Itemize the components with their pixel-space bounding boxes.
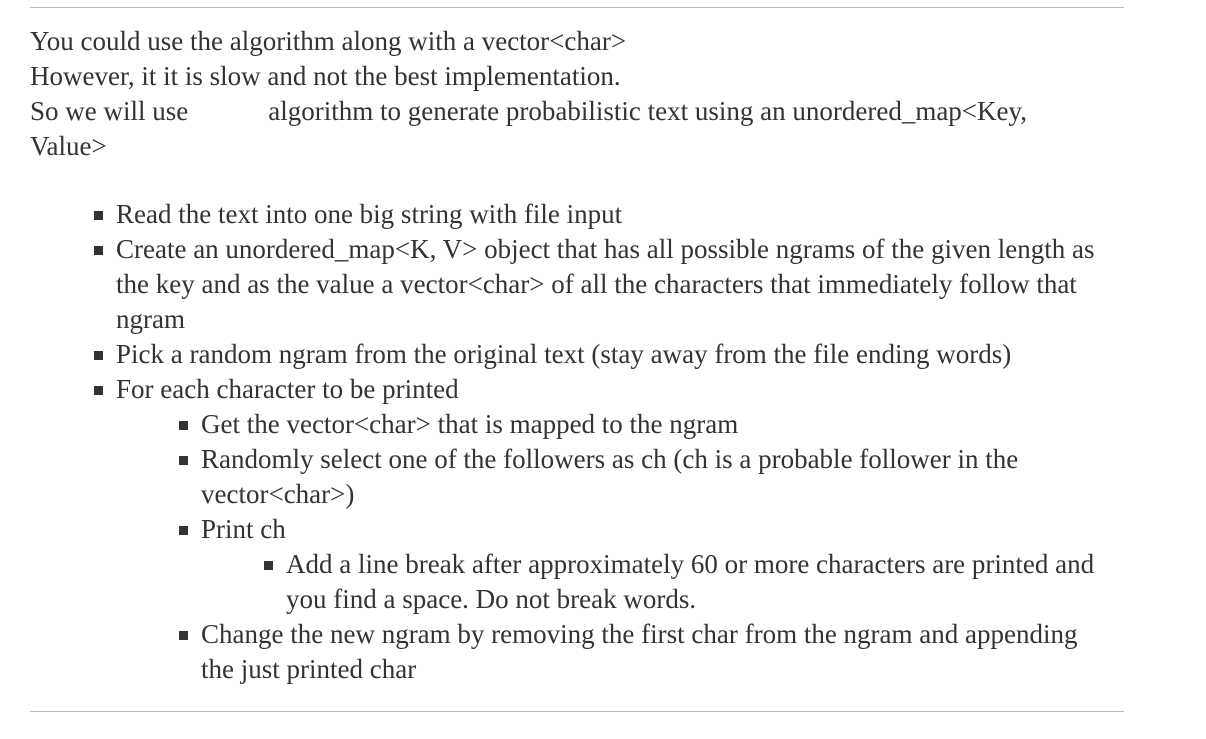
list-item <box>116 372 1106 687</box>
step-text: For each character to be printed <box>116 374 459 404</box>
square-bullet-icon <box>179 421 188 430</box>
step-text: Read the text into one big string with file input <box>116 199 623 229</box>
intro-line-3-start: So we will use <box>30 96 189 126</box>
intro-line-1: You could use the algorithm along with a vector<char> <box>30 26 627 56</box>
list-item <box>201 617 1106 687</box>
list-item <box>116 197 1106 232</box>
square-bullet-icon <box>179 526 188 535</box>
square-bullet-icon <box>94 246 103 255</box>
square-bullet-icon <box>179 631 188 640</box>
step-text: Create an unordered_map<K, V> object that has all possible ngrams of the given length as the key and as the value a vector<char> of all the characters that immediately follow that ngram <box>116 234 1095 334</box>
step-text: Change the new ngram by removing the first char from the ngram and appending the just printed char <box>201 619 1078 684</box>
square-bullet-icon <box>94 351 103 360</box>
square-bullet-icon <box>264 561 273 570</box>
square-bullet-icon <box>179 456 188 465</box>
step-text: Pick a random ngram from the original text (stay away from the file ending words) <box>116 339 1012 369</box>
sub-sub-steps-list <box>201 547 1106 617</box>
intro-line-4-text: Value> <box>30 131 107 161</box>
intro-paragraph <box>30 24 1130 164</box>
intro-line-2: However, it it is slow and not the best implementation. <box>30 61 621 91</box>
top-divider <box>30 7 1124 8</box>
square-bullet-icon <box>94 386 103 395</box>
list-item <box>286 547 1116 617</box>
sub-steps-list <box>116 407 1106 687</box>
list-item <box>201 407 1106 442</box>
intro-line-3 <box>30 94 1130 129</box>
bottom-divider <box>30 711 1124 712</box>
step-text: Add a line break after approximately 60 or more characters are printed and you find a space. Do not break words. <box>286 549 1095 614</box>
step-text: Print ch <box>201 514 286 544</box>
list-item <box>201 512 1106 617</box>
step-text: Randomly select one of the followers as ch (ch is a probable follower in the vector<char>) <box>201 444 1019 509</box>
step-text: Get the vector<char> that is mapped to the ngram <box>201 409 739 439</box>
algorithm-steps-list <box>30 197 1130 687</box>
document-body <box>30 24 1130 687</box>
intro-line-4 <box>30 129 1130 164</box>
square-bullet-icon <box>94 211 103 220</box>
list-item <box>116 337 1106 372</box>
list-item <box>201 442 1106 512</box>
list-item <box>116 232 1106 337</box>
intro-line-3-end: algorithm to generate probabilistic text using an unordered_map<Key, <box>268 96 1028 126</box>
